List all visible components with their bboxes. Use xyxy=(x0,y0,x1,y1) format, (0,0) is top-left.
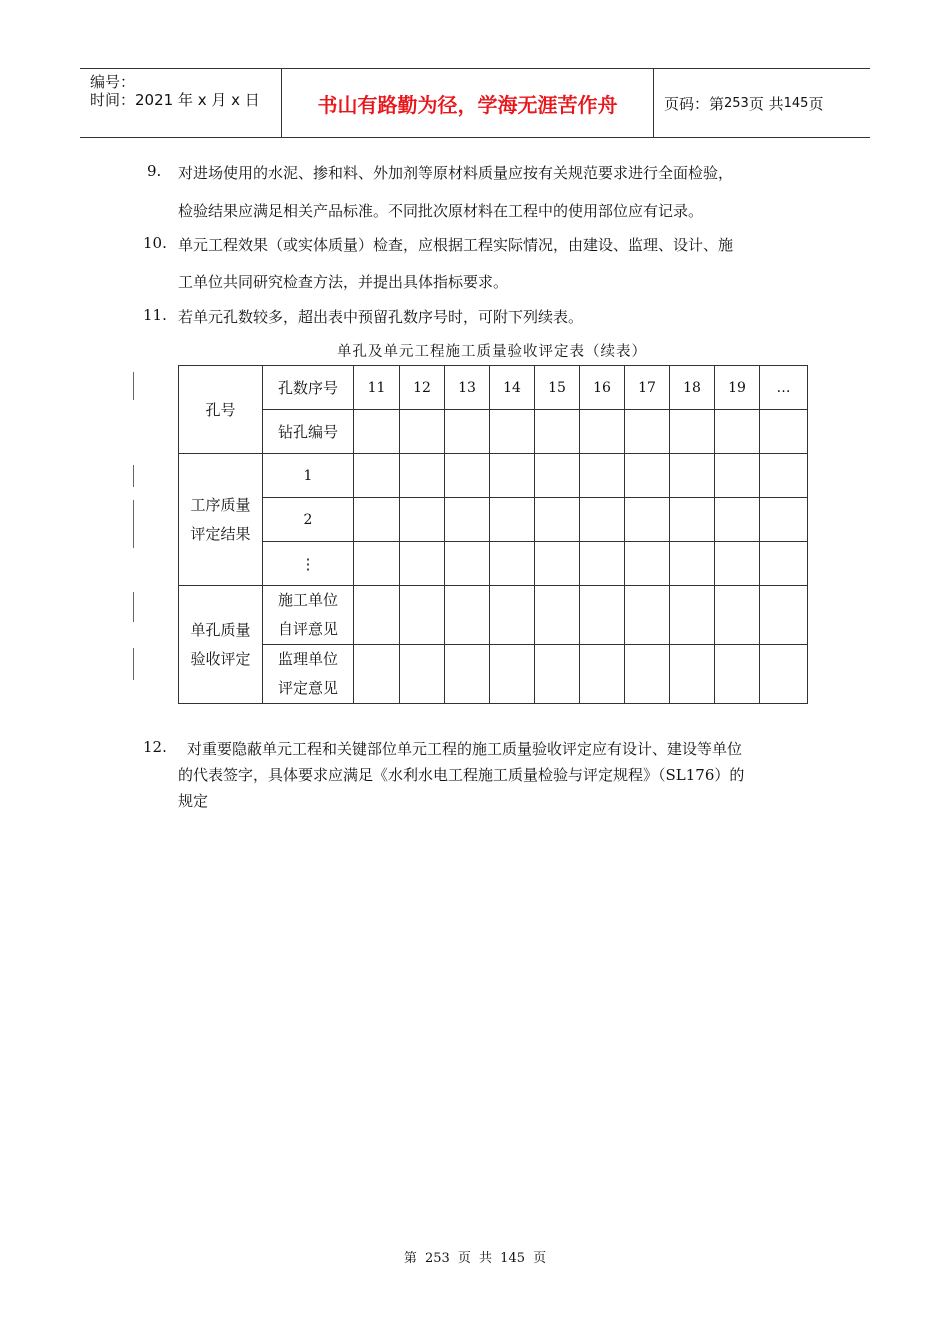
table-cell xyxy=(400,498,445,542)
page-mid: 页 共 xyxy=(748,94,784,113)
table-row-process-2 xyxy=(179,498,808,542)
table-cell xyxy=(354,410,400,454)
contractor-line-2: 自评意见 xyxy=(277,620,338,638)
page-current: 253 xyxy=(724,95,749,111)
supervisor-line-1: 监理单位 xyxy=(277,650,338,668)
col-header: 13 xyxy=(445,366,490,410)
table-cell xyxy=(535,454,580,498)
table-cell xyxy=(670,645,715,704)
table-cell xyxy=(535,586,580,645)
table-cell xyxy=(400,586,445,645)
table-cell xyxy=(535,410,580,454)
process-label-line-1: 工序质量 xyxy=(190,495,251,514)
table-cell xyxy=(535,498,580,542)
item-10-number: 10. xyxy=(143,234,167,252)
single-hole-label-line-1: 单孔质量 xyxy=(190,620,251,639)
drill-label: 钻孔编号 xyxy=(263,410,354,454)
table-cell xyxy=(445,454,490,498)
table-cell xyxy=(445,586,490,645)
hole-label: 孔号 xyxy=(179,366,263,454)
item-9-number: 9. xyxy=(147,162,162,180)
table-cell xyxy=(354,454,400,498)
table-cell xyxy=(354,498,400,542)
table-cell xyxy=(715,454,760,498)
table-cell xyxy=(490,586,535,645)
table-row-process-1 xyxy=(179,454,808,498)
col-header: 17 xyxy=(625,366,670,410)
table-row-process-more xyxy=(179,542,808,586)
table-cell xyxy=(400,410,445,454)
item-10-line-1: 单元工程效果（或实体质量）检查，应根据工程实际情况，由建设、监理、设计、施 xyxy=(178,236,734,254)
contractor-opinion-label xyxy=(263,586,354,645)
seq-label: 孔数序号 xyxy=(263,366,354,410)
table-cell xyxy=(760,586,808,645)
table-cell xyxy=(715,542,760,586)
col-header: 15 xyxy=(535,366,580,410)
page-total: 145 xyxy=(783,95,809,111)
col-header: 16 xyxy=(580,366,625,410)
table-cell xyxy=(670,586,715,645)
item-12-number: 12. xyxy=(143,738,167,756)
table-cell xyxy=(490,498,535,542)
table-cell xyxy=(535,542,580,586)
single-hole-label-line-2: 验收评定 xyxy=(190,649,251,668)
item-11-number: 11. xyxy=(143,306,167,324)
table-cell xyxy=(445,645,490,704)
process-row-label: 1 xyxy=(263,454,354,498)
table-cell xyxy=(490,410,535,454)
table-cell xyxy=(760,498,808,542)
col-header: 18 xyxy=(670,366,715,410)
table-cell xyxy=(670,454,715,498)
quality-table xyxy=(178,365,808,704)
table-cell xyxy=(400,454,445,498)
table-cell xyxy=(715,410,760,454)
table-row-contractor xyxy=(179,586,808,645)
item-12-line-3: 规定 xyxy=(178,792,209,810)
table-cell xyxy=(760,410,808,454)
table-cell xyxy=(625,498,670,542)
table-cell xyxy=(445,498,490,542)
table-cell xyxy=(580,542,625,586)
page-header xyxy=(80,68,870,138)
table-cell xyxy=(715,586,760,645)
col-header: 11 xyxy=(354,366,400,410)
page-footer: 第 253 页 共 145 页 xyxy=(403,1251,547,1266)
table-cell xyxy=(400,542,445,586)
header-meta xyxy=(80,69,282,137)
table-cell xyxy=(625,586,670,645)
col-header: 14 xyxy=(490,366,535,410)
table-cell xyxy=(760,454,808,498)
single-hole-label xyxy=(179,586,263,704)
contractor-line-1: 施工单位 xyxy=(277,591,338,609)
table-cell xyxy=(580,454,625,498)
item-9-line-1: 对进场使用的水泥、掺和料、外加剂等原材料质量应按有关规范要求进行全面检验， xyxy=(178,164,734,182)
table-cell xyxy=(580,586,625,645)
col-header: … xyxy=(760,366,808,410)
table-cell xyxy=(490,542,535,586)
table-cell xyxy=(670,542,715,586)
table-cell xyxy=(625,645,670,704)
table-cell xyxy=(670,410,715,454)
table-cell xyxy=(580,498,625,542)
process-row-label: 2 xyxy=(263,498,354,542)
process-label xyxy=(179,454,263,586)
supervisor-line-2: 评定意见 xyxy=(277,679,338,697)
table-cell xyxy=(625,542,670,586)
table-caption: 单孔及单元工程施工质量验收评定表（续表） xyxy=(337,344,647,360)
table-cell xyxy=(760,645,808,704)
item-12-line-2: 的代表签字，具体要求应满足《水利水电工程施工质量检验与评定规程》（SL176）的 xyxy=(178,766,745,784)
col-header: 12 xyxy=(400,366,445,410)
table-cell xyxy=(760,542,808,586)
table-cell xyxy=(400,645,445,704)
table-cell xyxy=(490,645,535,704)
table-row-drill xyxy=(179,410,808,454)
page-prefix: 页码：第 xyxy=(664,94,725,113)
table-cell xyxy=(445,542,490,586)
table-row-supervisor xyxy=(179,645,808,704)
item-11-line-1: 若单元孔数较多，超出表中预留孔数序号时，可附下列续表。 xyxy=(178,308,584,326)
supervisor-opinion-label xyxy=(263,645,354,704)
table-cell xyxy=(354,542,400,586)
table-cell xyxy=(535,645,580,704)
header-page-info xyxy=(654,69,870,137)
item-12-line-1: 对重要隐蔽单元工程和关键部位单元工程的施工质量验收评定应有设计、建设等单位 xyxy=(187,740,743,758)
header-motto: 书山有路勤为径，学海无涯苦作舟 xyxy=(282,69,654,137)
doc-number-label: 编号： xyxy=(90,73,136,91)
table-cell xyxy=(625,410,670,454)
process-label-line-2: 评定结果 xyxy=(190,524,251,543)
item-9-line-2: 检验结果应满足相关产品标准。不同批次原材料在工程中的使用部位应有记录。 xyxy=(178,202,704,220)
process-row-label: ⋮ xyxy=(263,542,354,586)
table-row-seq xyxy=(179,366,808,410)
table-cell xyxy=(445,410,490,454)
col-header: 19 xyxy=(715,366,760,410)
page-suffix: 页 xyxy=(808,94,824,113)
table-cell xyxy=(625,454,670,498)
table-cell xyxy=(715,645,760,704)
table-cell xyxy=(490,454,535,498)
table-cell xyxy=(715,498,760,542)
table-cell xyxy=(670,498,715,542)
item-10-line-2: 工单位共同研究检查方法，并提出具体指标要求。 xyxy=(178,273,509,291)
table-cell xyxy=(354,645,400,704)
table-cell xyxy=(580,410,625,454)
date-label: 时间：2021 年 x 月 x 日 xyxy=(90,91,260,109)
table-cell xyxy=(580,645,625,704)
table-cell xyxy=(354,586,400,645)
